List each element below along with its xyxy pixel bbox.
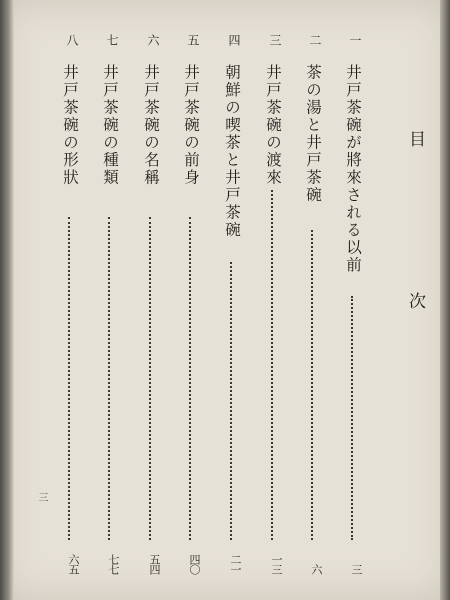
page-number: 七七 [107, 554, 120, 574]
chapter-number: 四 [227, 34, 241, 46]
toc-entry[interactable] [260, 34, 284, 574]
page-edge-shadow-left [0, 0, 14, 600]
folio-page-number: 三 [36, 492, 47, 502]
toc-entry[interactable] [219, 34, 243, 574]
dot-leader [68, 217, 70, 540]
chapter-number: 八 [65, 34, 79, 46]
dot-leader [351, 296, 353, 540]
chapter-number: 六 [146, 34, 160, 46]
chapter-title: 井戸茶碗の名稱 [142, 64, 160, 187]
page-edge-shadow-right [440, 0, 450, 600]
dot-leader [230, 262, 232, 540]
page-number: 六五 [67, 554, 80, 574]
page-number: 一三 [270, 554, 283, 574]
chapter-title: 井戸茶碗の渡來 [264, 64, 282, 187]
chapter-title: 朝鮮の喫茶と井戸茶碗 [223, 64, 241, 239]
chapter-number: 一 [348, 34, 362, 46]
toc-entry[interactable] [97, 34, 121, 574]
toc-entry[interactable] [178, 34, 202, 574]
chapter-number: 七 [105, 34, 119, 46]
chapter-number: 二 [308, 34, 322, 46]
chapter-title: 茶の湯と井戸茶碗 [304, 64, 322, 204]
toc-entry[interactable] [138, 34, 162, 574]
chapter-title: 井戸茶碗が將來される以前 [344, 64, 362, 274]
chapter-title: 井戸茶碗の前身 [182, 64, 200, 187]
chapter-number: 三 [268, 34, 282, 46]
toc-entry[interactable] [340, 34, 364, 574]
page-number: 四〇 [188, 554, 201, 574]
dot-leader [311, 230, 313, 540]
dot-leader [271, 190, 273, 540]
dot-leader [108, 217, 110, 540]
dot-leader [189, 217, 191, 540]
toc-entry[interactable] [57, 34, 81, 574]
page-number: 六 [310, 564, 323, 574]
chapter-title: 井戸茶碗の種類 [101, 64, 119, 187]
page-number: 五四 [148, 554, 161, 574]
chapter-title: 井戸茶碗の形狀 [61, 64, 79, 187]
toc-title: 目 次 [405, 130, 425, 373]
toc-entry[interactable] [300, 34, 324, 574]
chapter-number: 五 [186, 34, 200, 46]
dot-leader [149, 217, 151, 540]
page-number: 二一 [229, 554, 242, 574]
page-number: 三 [350, 564, 363, 574]
